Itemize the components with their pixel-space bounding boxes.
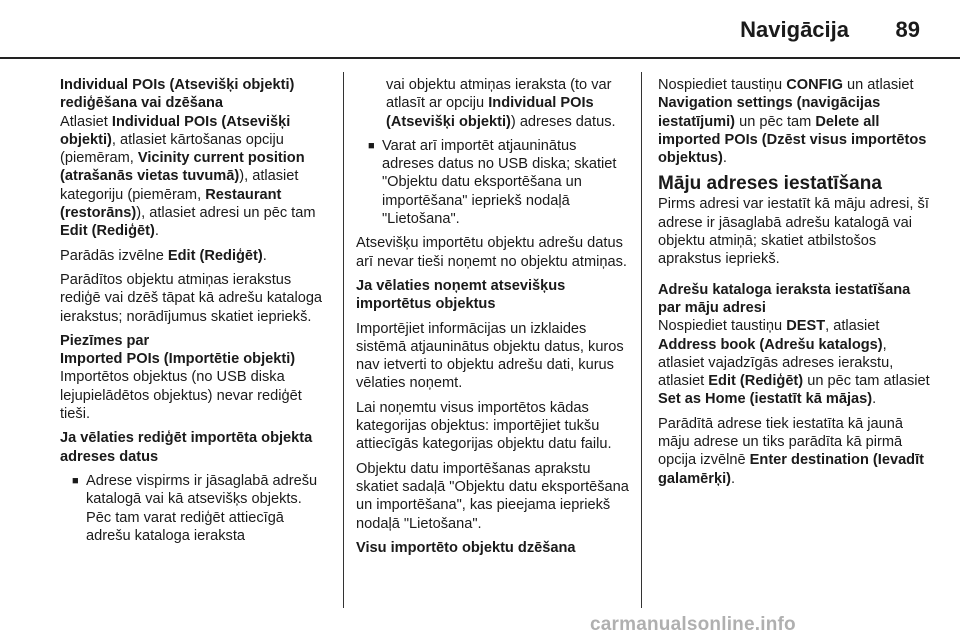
menu-term: Individual POIs (Atsevišķi objekti) <box>386 95 594 130</box>
paragraph: Atsevišķu importētu objektu adrešu datus arī nevar tieši noņemt no objektu atmiņas. <box>356 235 627 270</box>
main-heading: Māju adreses iestatīšana <box>658 173 882 195</box>
header-rule <box>0 57 960 59</box>
paragraph <box>658 76 932 167</box>
column-3 <box>658 76 932 494</box>
menu-term: Set as Home (iestatīt kā mājas) <box>658 391 873 408</box>
paragraph: Parādītos objektu atmiņas ierakstus rediģē vai dzēš tāpat kā adrešu kataloga ierakstus; norādījumus skatiet iepriekš. <box>60 271 323 325</box>
paragraph: Importējiet informācijas un izklaides sistēmā atjauninātus objektu datus, kuros nav ietverti to objektu adrešu dati, kurus vēlaties noņemt. <box>356 320 624 392</box>
text: . <box>872 391 877 408</box>
paragraph: Importētos objektus (no USB diska lejupielādētos objektus) nevar rediģēt tieši. <box>60 369 302 423</box>
text: ), atlasiet kategoriju (piemēram, <box>60 168 299 203</box>
menu-term: Edit (Rediģēt) <box>708 373 804 390</box>
bullet-icon: ■ <box>72 474 79 487</box>
page-title: Navigācija <box>740 17 849 42</box>
text: Atlasiet <box>60 113 112 130</box>
paragraph <box>658 415 932 488</box>
menu-term: Vicinity current position (atrašanās vietas tuvumā) <box>60 150 305 185</box>
menu-term: Navigation settings (navigācijas iestatījumi) <box>658 95 881 130</box>
column-1 <box>60 76 330 551</box>
paragraph-continued <box>356 76 630 131</box>
menu-term: Restaurant (restorāns) <box>60 186 282 222</box>
section-heading: Imported POIs (Importētie objekti) <box>60 351 296 368</box>
text: . <box>722 150 727 167</box>
key-name: CONFIG <box>786 77 843 93</box>
section-heading: Individual POIs (Atsevišķi objekti) rediģēšana vai dzēšana <box>60 77 295 112</box>
text: un atlasiet <box>842 77 914 93</box>
bullet-text: Adrese vispirms ir jāsaglabā adrešu katalogā vai kā atsevišķs objekts. Pēc tam varat rediģēt attiecīgā adrešu kataloga ieraksta <box>86 472 318 544</box>
menu-term: Address book (Adrešu katalogs) <box>658 336 883 353</box>
watermark: carmanualsonline.info <box>590 614 796 635</box>
paragraph: Lai noņemtu visus importētos kādas kategorijas objektus: importējiet tukšu attiecīgās kategorijas objektu datu failu. <box>356 399 612 453</box>
text: ) adreses datus. <box>510 113 616 130</box>
bullet-item <box>60 472 330 545</box>
column-2 <box>356 76 630 557</box>
key-name: DEST <box>786 318 826 335</box>
menu-term: Individual POIs (Atsevišķi objekti) <box>60 113 291 148</box>
text: , atlasiet vajadzīgās adreses ierakstu, atlasiet <box>658 336 894 390</box>
text: . <box>262 247 267 264</box>
text: . <box>154 223 159 240</box>
section-heading: Ja vēlaties rediģēt importēta objekta adreses datus <box>60 430 313 465</box>
section-heading: Visu importēto objektu dzēšana <box>356 539 576 556</box>
bullet-icon: ■ <box>368 139 375 152</box>
column-divider <box>343 72 344 608</box>
paragraph <box>60 113 330 241</box>
paragraph <box>60 247 330 265</box>
text: vai objektu atmiņas ieraksta (to var atlasīt ar opciju <box>386 77 612 112</box>
text: Parādītā adrese tiek iestatīta kā jaunā māju adrese un tiks parādīta kā pirmā opcija izvēlnē <box>658 415 904 469</box>
text: ), atlasiet adresi un pēc tam <box>136 205 316 222</box>
text: un pēc tam atlasiet <box>803 373 930 390</box>
text: Nospiediet taustiņu <box>658 77 787 93</box>
section-heading: Piezīmes par <box>60 332 150 349</box>
bullet-item <box>356 137 630 228</box>
menu-term: Edit (Rediģēt) <box>60 223 155 240</box>
page-header <box>0 0 960 56</box>
text: , atlasiet <box>825 318 880 335</box>
section-heading: Adrešu kataloga ieraksta iestatīšana par māju adresi <box>658 281 911 316</box>
text: un pēc tam <box>735 113 816 130</box>
section-heading: Ja vēlaties noņemt atsevišķus importētus objektus <box>356 277 566 313</box>
page-number: 89 <box>895 17 920 42</box>
text: Parādās izvēlne <box>60 247 168 264</box>
column-divider <box>641 72 642 608</box>
text: . <box>731 470 736 487</box>
text: Nospiediet taustiņu <box>658 318 787 335</box>
paragraph <box>658 317 932 408</box>
menu-term: Delete all imported POIs (Dzēst visus importētos objektus) <box>658 113 927 167</box>
text: , atlasiet kārtošanas opciju (piemēram, <box>60 131 284 167</box>
menu-term: Enter destination (Ievadīt galamērķi) <box>658 452 925 487</box>
paragraph: Pirms adresi var iestatīt kā māju adresi, šī adrese ir jāsaglabā adrešu katalogā vai objektu atmiņā; skatiet atbilstošos aprakstus iepriekš. <box>658 196 929 268</box>
bullet-text: Varat arī importēt atjauninātus adreses datus no USB diska; skatiet "Objektu datu eksportēšana un importēšana" iepriekš nodaļā "Lietošana". <box>382 137 617 228</box>
menu-term: Edit (Rediģēt) <box>167 247 263 264</box>
paragraph: Objektu datu importēšanas aprakstu skatiet sadaļā "Objektu datu eksportēšana un importēšana", kas pieejama iepriekš nodaļā "Lietošana". <box>356 460 629 532</box>
